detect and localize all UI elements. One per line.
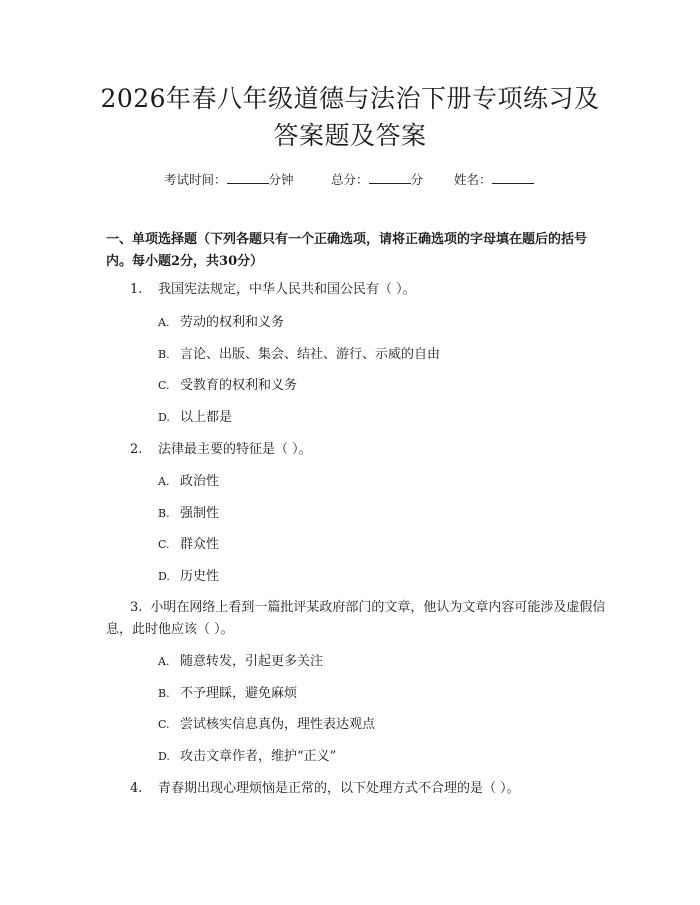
question-1-option-d [158, 409, 232, 427]
option-letter: C. [158, 538, 170, 551]
page-title-line-1: 2026年春八年级道德与法治下册专项练习及 [100, 84, 600, 113]
option-letter: A. [158, 316, 170, 329]
option-letter: B. [158, 687, 170, 700]
option-text: 以上都是 [180, 410, 233, 425]
option-text: 劳动的权利和义务 [180, 315, 285, 330]
question-2-option-a [158, 473, 219, 491]
option-letter: B. [158, 507, 170, 520]
page-title-line-2: 答案题及答案 [273, 121, 427, 150]
option-letter: C. [158, 379, 170, 392]
question-2-option-d [158, 568, 219, 586]
question-3-option-c [158, 716, 375, 734]
question-number: 1. [130, 282, 143, 297]
student-name-label: 姓名： [454, 172, 492, 187]
question-text: 法律最主要的特征是（ ）。 [158, 442, 312, 457]
question-3-option-d [158, 748, 336, 766]
question-text: 青春期出现心理烦恼是正常的，以下处理方式不合理的是（ ）。 [158, 781, 520, 796]
option-text: 历史性 [180, 569, 220, 584]
question-1-option-b [158, 346, 440, 364]
exam-time-blank [227, 171, 269, 184]
question-text: 小明在网络上看到一篇批评某政府部门的文章，他认为文章内容可能涉及虚假信息，此时他应该（ ）。 [106, 600, 606, 637]
option-letter: D. [158, 411, 170, 424]
option-letter: C. [158, 718, 170, 731]
question-number: 2. [130, 442, 143, 457]
question-number: 4. [130, 781, 143, 796]
question-1-option-a [158, 314, 284, 332]
option-letter: B. [158, 348, 170, 361]
section-heading-single-choice: 一、单项选择题（下列各题只有一个正确选项，请将正确选项的字母填在题后的括号内。每小题2分，共30分） [106, 232, 588, 269]
total-score-unit: 分 [410, 172, 424, 187]
question-text: 我国宪法规定，中华人民共和国公民有（ ）。 [158, 282, 416, 297]
question-3-option-b [158, 685, 297, 703]
option-letter: A. [158, 655, 170, 668]
question-1-option-c [158, 377, 297, 395]
student-name-blank [492, 171, 534, 184]
option-letter: A. [158, 475, 170, 488]
exam-time-field [164, 170, 294, 188]
total-score-blank [369, 171, 411, 184]
option-letter: D. [158, 750, 170, 763]
exam-time-label: 考试时间： [164, 172, 227, 187]
option-text: 言论、出版、集会、结社、游行、示威的自由 [180, 347, 441, 362]
question-2-option-b [158, 505, 219, 523]
question-3-option-a [158, 653, 323, 671]
total-score-label: 总分： [331, 172, 369, 187]
student-name-field [454, 170, 534, 188]
option-text: 随意转发，引起更多关注 [180, 654, 324, 669]
total-score-field [331, 170, 423, 188]
option-text: 受教育的权利和义务 [180, 378, 298, 393]
question-2-option-c [158, 536, 219, 554]
option-text: 攻击文章作者，维护“正义” [180, 749, 337, 764]
option-text: 政治性 [180, 474, 220, 489]
question-3 [106, 597, 606, 641]
option-text: 强制性 [180, 506, 220, 521]
exam-time-unit: 分钟 [268, 172, 294, 187]
question-number: 3. [130, 600, 143, 615]
option-text: 尝试核实信息真伪，理性表达观点 [180, 717, 376, 732]
option-text: 不予理睬，避免麻烦 [180, 686, 298, 701]
option-text: 群众性 [180, 537, 220, 552]
option-letter: D. [158, 570, 170, 583]
